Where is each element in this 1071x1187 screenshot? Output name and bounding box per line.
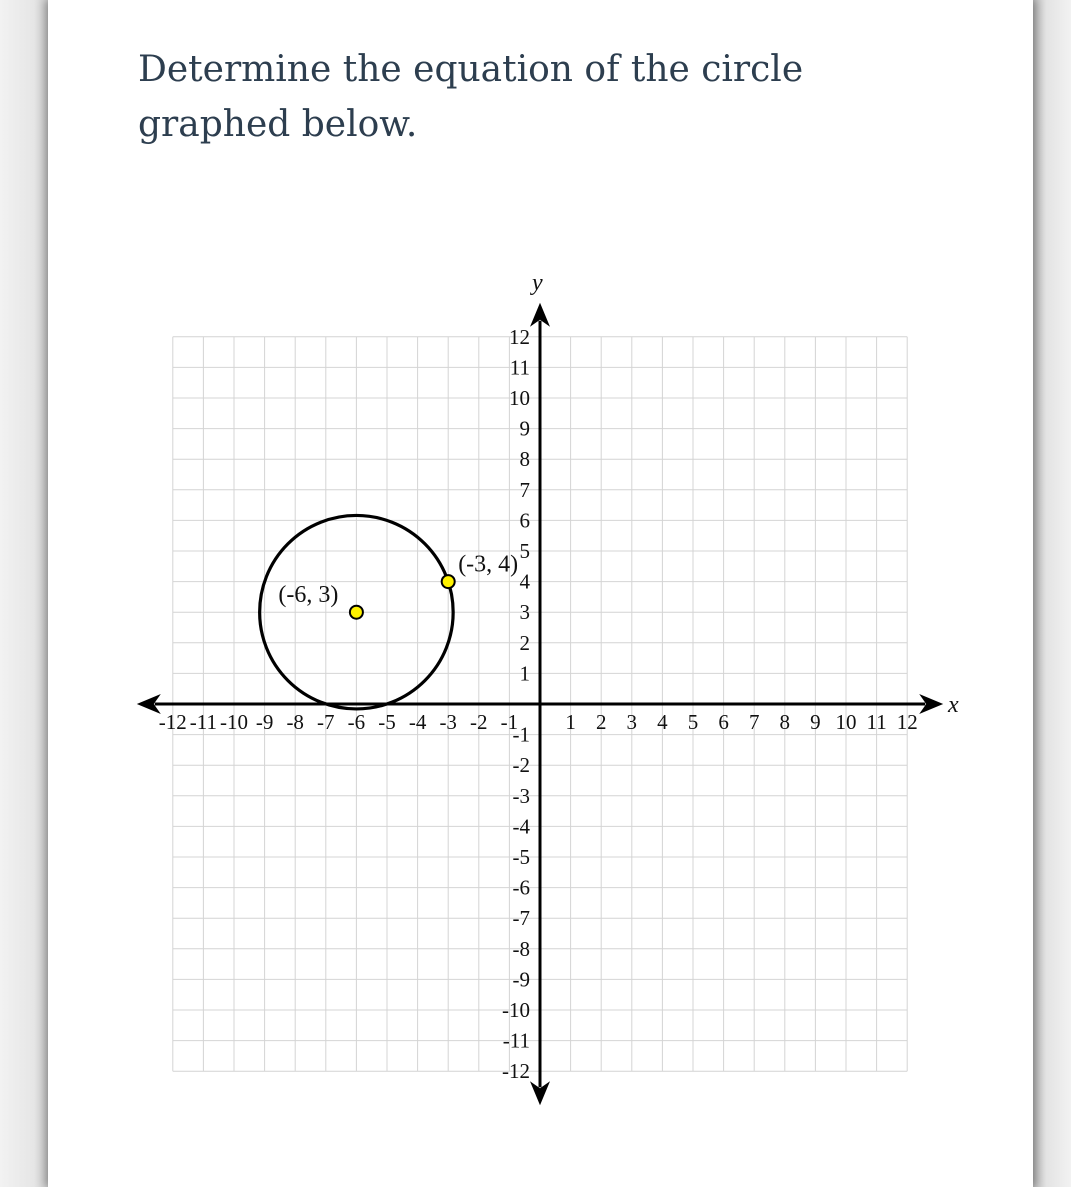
x-tick-label: -5 [378, 710, 396, 734]
y-tick-label: -7 [512, 906, 530, 931]
axes [137, 303, 943, 1105]
y-tick-label: -9 [512, 967, 530, 992]
x-tick-label: 11 [866, 710, 887, 734]
y-tick-label: 10 [509, 386, 530, 410]
y-tick-label: -6 [512, 875, 530, 900]
y-tick-label: 8 [519, 447, 530, 472]
x-tick-label: -11 [189, 710, 218, 734]
x-tick-label: 3 [626, 710, 638, 734]
point-label: (-3, 4) [458, 551, 519, 578]
y-tick-label: 5 [519, 539, 530, 563]
x-tick-label: 7 [748, 710, 760, 734]
y-tick-label: 2 [519, 630, 530, 655]
x-tick-label: 6 [718, 710, 729, 734]
x-tick-label: -1 [500, 710, 519, 734]
x-tick-label: 9 [810, 710, 821, 734]
y-tick-label: -4 [512, 814, 530, 839]
x-tick-label: -8 [286, 710, 304, 734]
y-tick-label: -1 [512, 722, 530, 747]
x-tick-label: -4 [408, 710, 427, 734]
y-axis-label: y [532, 270, 543, 296]
y-tick-label: 4 [519, 569, 530, 594]
y-tick-label: 12 [509, 324, 530, 349]
y-tick-label: -3 [512, 783, 530, 808]
question-text: Determine the equation of the circle graphed below. [138, 49, 804, 145]
y-tick-label: -8 [512, 936, 530, 961]
x-tick-label: -10 [220, 710, 248, 734]
x-tick-label: -3 [439, 710, 457, 734]
x-tick-label: 10 [835, 710, 857, 734]
x-tick-label: 12 [896, 710, 918, 734]
x-tick-label: -7 [317, 710, 335, 734]
x-tick-label: 8 [779, 710, 791, 734]
y-tick-label: 11 [509, 355, 530, 380]
point-marker [442, 575, 455, 588]
x-tick-label: -2 [470, 710, 488, 734]
y-tick-label: -2 [512, 753, 530, 778]
point-label: (-6, 3) [278, 582, 339, 609]
x-tick-label: -12 [158, 710, 187, 734]
y-tick-label: 1 [519, 661, 530, 686]
y-tick-label: 6 [519, 508, 530, 533]
y-tick-label: -5 [512, 845, 530, 869]
x-tick-label: 2 [595, 710, 607, 734]
y-tick-label: 7 [519, 477, 530, 502]
y-tick-label: 9 [519, 416, 530, 441]
plotted-point [278, 582, 363, 619]
point-marker [350, 606, 363, 619]
x-tick-label: -9 [255, 710, 274, 734]
x-tick-label: 1 [565, 710, 576, 734]
x-tick-label: 4 [657, 710, 668, 734]
points [278, 552, 518, 619]
x-tick-label: 5 [687, 710, 699, 734]
plotted-point [442, 552, 518, 589]
y-tick-label: -12 [502, 1059, 530, 1084]
y-tick-label: -10 [502, 998, 530, 1022]
x-axis-label: x [948, 692, 959, 718]
y-tick-label: 3 [519, 600, 530, 625]
y-tick-label: -11 [502, 1028, 530, 1053]
x-tick-label: -6 [347, 710, 366, 734]
